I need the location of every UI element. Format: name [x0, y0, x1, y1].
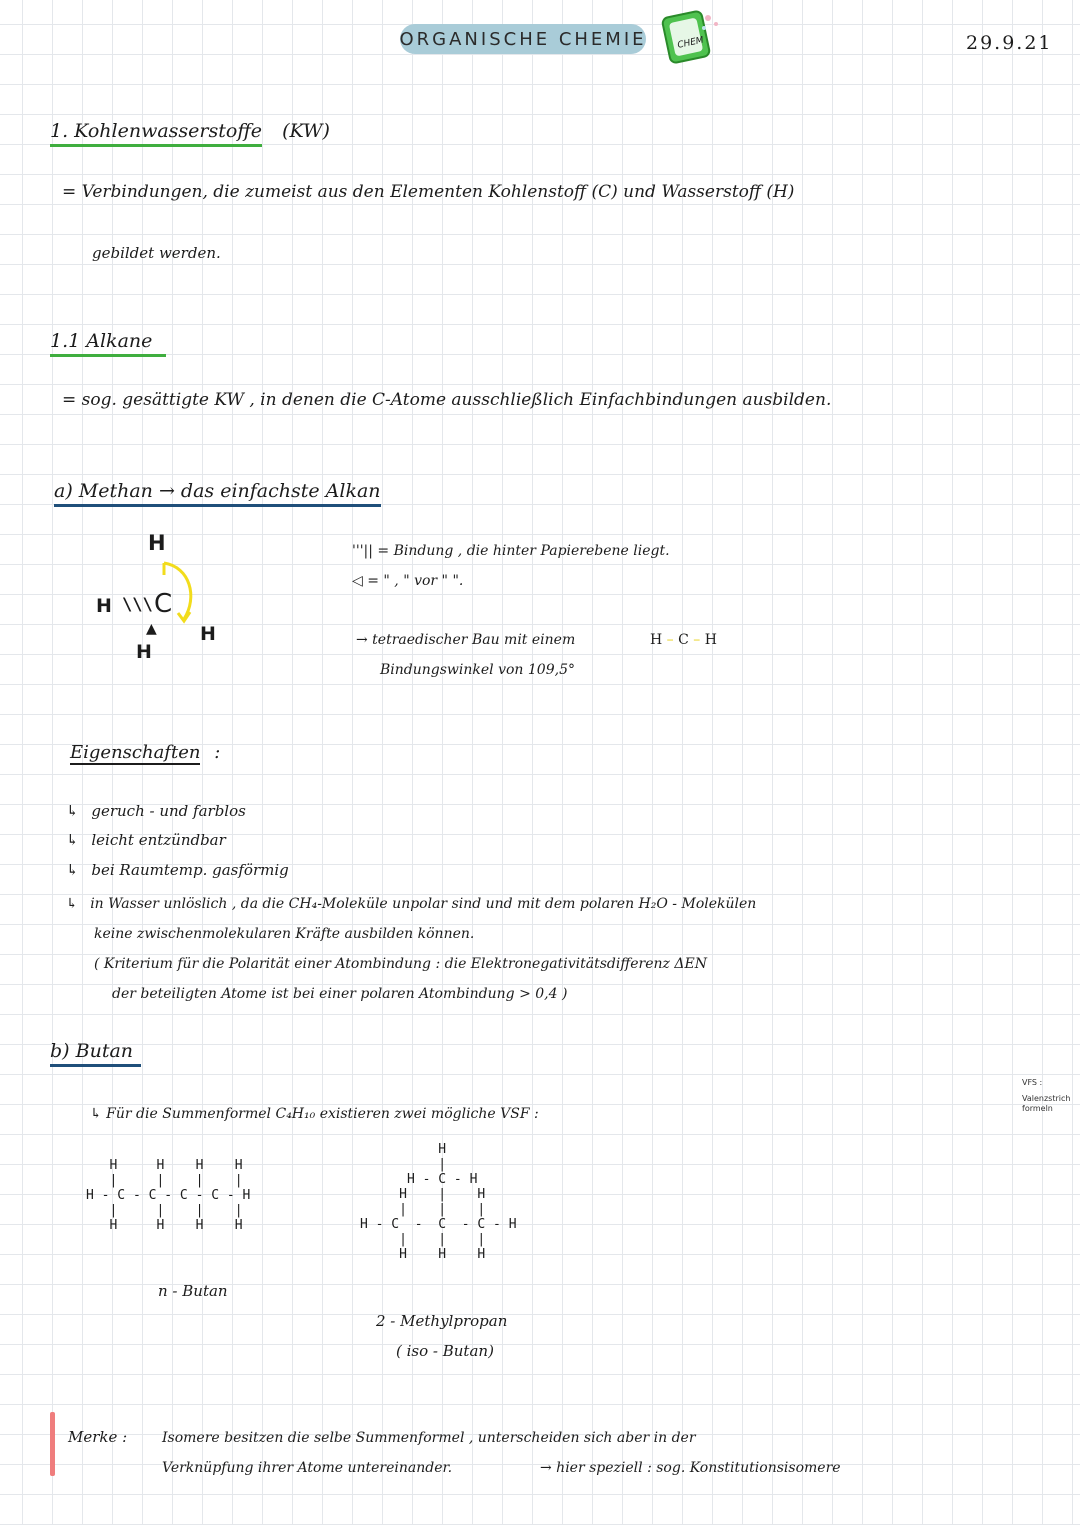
- merke-label: Merke :: [68, 1428, 128, 1446]
- heading-colon: :: [214, 742, 221, 763]
- tetra-line: Bindungswinkel von 109,5°: [380, 662, 575, 678]
- list-continuation: keine zwischenmolekularen Kräfte ausbilden können.: [94, 926, 475, 942]
- section-heading-kohlenwasserstoffe: [50, 120, 330, 142]
- side-note-line: VFS :: [1022, 1078, 1043, 1087]
- side-note-line: Valenzstrich: [1022, 1094, 1071, 1103]
- bullet-arrow-icon: ↳: [66, 896, 78, 912]
- wedge-bond: ▲: [146, 621, 157, 637]
- atom-c: C: [678, 632, 689, 648]
- list-item: [66, 802, 246, 820]
- heading-text: 1.1 Alkane: [50, 330, 166, 357]
- iso-butan-label: 2 - Methylpropan: [376, 1312, 508, 1330]
- side-note: [1022, 1078, 1070, 1114]
- hch-formula: [650, 632, 717, 648]
- bullet-arrow-icon: ↳: [66, 861, 79, 879]
- alkane-definition: = sog. gesättigte KW , in denen die C-Atome ausschließlich Einfachbindungen ausbilden.: [62, 390, 832, 410]
- heading-text: Eigenschaften: [70, 742, 201, 763]
- definition-line: = Verbindungen, die zumeist aus den Elementen Kohlenstoff (C) und Wasserstoff (H): [62, 182, 795, 202]
- yellow-bond: –: [693, 632, 701, 648]
- list-item: [66, 831, 226, 849]
- merke-accent-bar: [50, 1412, 55, 1476]
- list-item-text: leicht entzündbar: [91, 831, 226, 849]
- butan-heading: [50, 1040, 141, 1062]
- bond-legend-line: ◁ = " , " vor " ".: [352, 573, 464, 589]
- list-item-text: geruch - und farblos: [91, 802, 246, 820]
- heading-text: b) Butan: [50, 1040, 141, 1067]
- date: 29.9.21: [966, 32, 1053, 54]
- atom-h-top: H: [148, 531, 166, 555]
- methan-molecule: [90, 525, 240, 675]
- atom-h-right: H: [200, 623, 216, 645]
- list-continuation: ( Kriterium für die Polarität einer Atombindung : die Elektronegativitätsdifferenz ΔEN: [94, 956, 707, 972]
- chem-logo-icon: [658, 8, 728, 68]
- heading-abbr: (KW): [282, 120, 330, 142]
- bullet-arrow-icon: ↳: [66, 802, 79, 820]
- iso-butan-structure: H | H - C - H H | H | | | H - C - C - C - H | | | H H H: [360, 1142, 517, 1262]
- eigenschaften-heading: [70, 742, 220, 763]
- yellow-bond: –: [666, 632, 674, 648]
- logo-text: CHEM: [676, 35, 705, 51]
- atom-c: C: [154, 589, 173, 619]
- atom-h-left: H: [96, 595, 112, 617]
- section-heading-alkane: [50, 330, 166, 352]
- atom-h: H: [704, 632, 717, 648]
- atom-h: H: [650, 632, 663, 648]
- methan-heading: [54, 480, 381, 502]
- side-note-line: formeln: [1022, 1104, 1053, 1113]
- definition-line: gebildet werden.: [92, 244, 221, 262]
- list-item: [66, 896, 756, 912]
- merke-line: Verknüpfung ihrer Atome untereinander.: [162, 1460, 453, 1476]
- list-item: [66, 861, 289, 879]
- atom-h-bottom: H: [136, 641, 152, 663]
- heading-text: a) Methan → das einfachste Alkan: [54, 480, 381, 507]
- page-title: ORGANISCHE CHEMIE: [400, 24, 646, 54]
- iso-butan-label: ( iso - Butan): [396, 1342, 494, 1360]
- heading-text: 1. Kohlenwasserstoffe: [50, 120, 262, 147]
- n-butan-label: n - Butan: [158, 1282, 228, 1300]
- list-item-text: bei Raumtemp. gasförmig: [91, 861, 289, 879]
- n-butan-structure: H H H H | | | | H - C - C - C - C - H | | | | H H H H: [86, 1158, 251, 1233]
- merke-line: → hier speziell : sog. Konstitutionsisomere: [540, 1460, 841, 1476]
- butan-intro: ↳ Für die Summenformel C₄H₁₀ existieren zwei mögliche VSF :: [90, 1106, 539, 1122]
- list-continuation: der beteiligten Atome ist bei einer polaren Atombindung > 0,4 ): [112, 986, 568, 1002]
- bullet-arrow-icon: ↳: [66, 831, 79, 849]
- list-item-text: in Wasser unlöslich , da die CH₄-Moleküle unpolar sind und mit dem polaren H₂O - Molekülen: [90, 896, 757, 912]
- hatched-bond: \\\: [122, 595, 153, 615]
- merke-line: Isomere besitzen die selbe Summenformel , unterscheiden sich aber in der: [162, 1430, 696, 1446]
- tetra-line: → tetraedischer Bau mit einem: [356, 632, 576, 648]
- bond-legend-line: '''|| = Bindung , die hinter Papierebene liegt.: [352, 543, 670, 559]
